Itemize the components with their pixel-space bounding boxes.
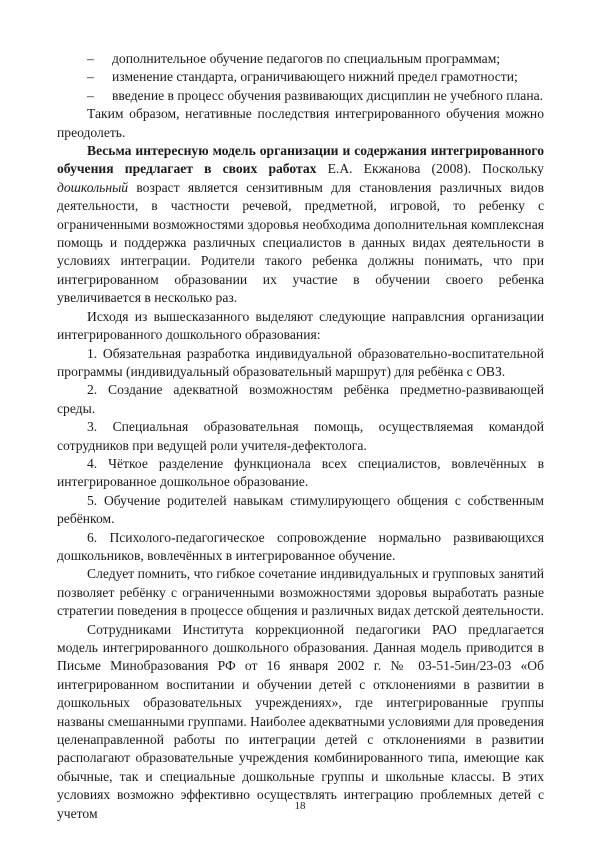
direction-item: 5. Обучение родителей навыкам стимулирующего общения с собственным ребёнком. bbox=[57, 492, 544, 527]
bullet-dash: – bbox=[87, 51, 94, 66]
directions-intro: Исходя из вышесказанного выделяют следующие направлсния организации интегрированного дошкольного образования: bbox=[57, 308, 544, 343]
direction-item: 4. Чёткое разделение функционала всех специалистов, вовлечённых в интегрированное дошкольное образование. bbox=[57, 455, 544, 490]
body-text bbox=[57, 50, 544, 823]
conclusion-paragraph: Таким образом, негативные последствия интегрированного обучения можно преодолеть. bbox=[57, 106, 544, 140]
bullet-dash: – bbox=[87, 69, 94, 85]
ekzhanova-paragraph: Весьма интересную модель организации и содержания интегрированного обучения предлагает в своих работах Е.А. Екжанова (2008). Поскольку дошкольный возраст является сензитивным для становления различных видов деятельности, в частности речевой, предметной, игровой, то ребенку с ограниченными возможностями здоровья необходима дополнительная комплексная помощь и поддержка различных специалистов в данных видах деятельности в условиях интеграции. Родители такого ребенка должны понимать, что при интегрированном образовании их участие в обучении своего ребенка увеличивается в несколько раз. bbox=[57, 143, 544, 306]
direction-item: 1. Обязательная разработка индивидуальной образовательно-воспитательной программы (индивидуальный образовательный маршрут) для ребёнка с ОВЗ. bbox=[57, 345, 544, 379]
institute-paragraph: Сотрудниками Института коррекционной педагогики РАО предлагается модель интегрированного дошкольного образования. Данная модель приводится в Письме Минобразования РФ от 16 января 2002 г. № 03-51-5ин/23-03 «Об интегрированном воспитании и обучении детей с отклонениями в развитии в дошкольных образовательных учреждениях», где интегрированные группы названы смешанными группами. Наиболее адекватными условиями для проведения целенаправленной работы по интеграции детей с отклонениями в развитии располагают образовательные учреждения комбинированного типа, имеющие как обычные, так и специальные дошкольные группы и школьные классы. В этих условиях возможно эффективно осуществлять интеграцию проблемных детей с учетом bbox=[57, 621, 544, 821]
reminder-paragraph: Следует помнить, что гибкое сочетание индивидуальных и групповых занятий позволяет ребёнку с ограниченными возможностями здоровья выработать разные стратегии поведения в процессе общения и различных видах детской деятельности. bbox=[57, 566, 544, 619]
direction-item: 3. Специальная образовательная помощь, осуществляемая командой сотрудников при ведущей роли учителя-дефектолога. bbox=[57, 419, 544, 453]
bullet-item: – дополнительное обучение педагогов по специальным программам; bbox=[57, 50, 544, 68]
italic-term: дошкольный bbox=[57, 179, 129, 195]
direction-item: 6. Психолого-педагогическое сопровождение нормально развивающихся дошкольников, вовлечённых в интегрированное обучение. bbox=[57, 529, 544, 563]
bullet-item: – введение в процесс обучения развивающих дисциплин не учебного плана. bbox=[57, 87, 544, 105]
page-number: 18 bbox=[294, 800, 306, 812]
bullet-item: – изменение стандарта, ограничивающего нижний предел грамотности; bbox=[57, 68, 544, 86]
direction-item: 2. Создание адекватной возможностям ребёнка предметно-развивающей среды. bbox=[57, 382, 544, 416]
bold-lead: Весьма интересную модель организации и содержания интегрированного обучения предлагает в своих работах bbox=[57, 143, 544, 177]
bullet-dash: – bbox=[87, 87, 94, 103]
